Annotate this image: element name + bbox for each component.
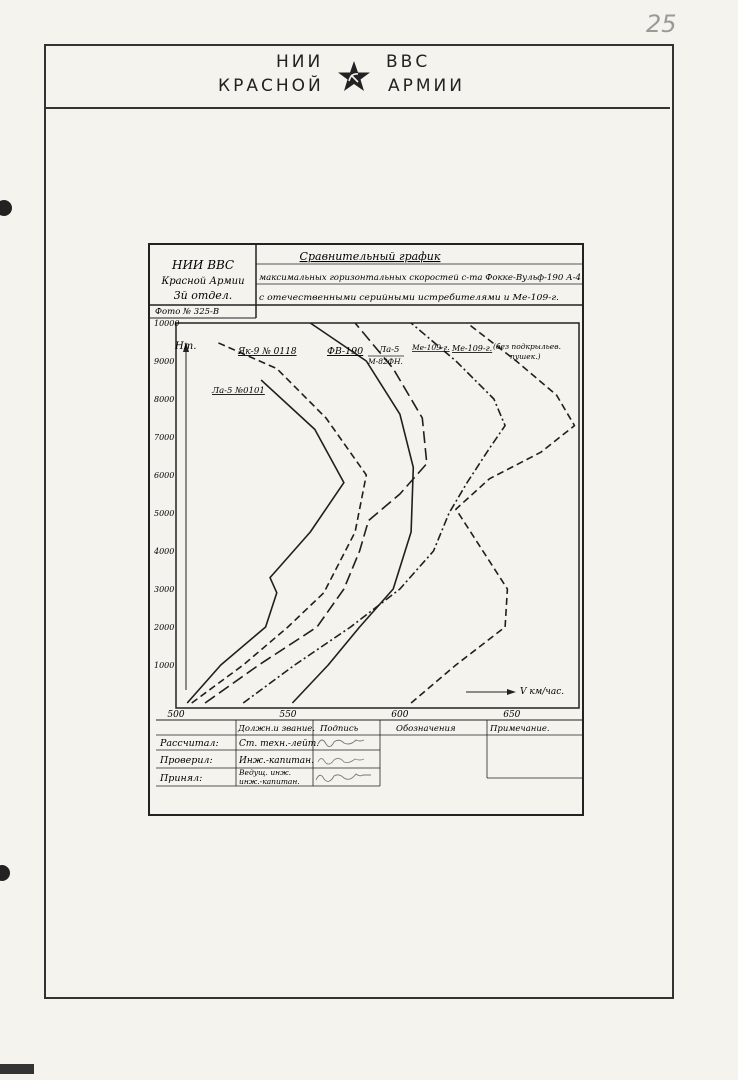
signature-3 — [316, 774, 371, 781]
header-krasnoy: КРАСНОЙ — [218, 76, 324, 96]
y-tick-label: 5000 — [154, 509, 175, 518]
stamp-line2: Красной Армии — [161, 276, 245, 287]
series-lines — [187, 323, 574, 703]
table-header-notes: Примечание. — [490, 724, 550, 734]
signature-2 — [318, 758, 364, 764]
stamp-photo-number: Фото № 325-В — [155, 307, 220, 317]
tick-labels — [153, 319, 521, 720]
header-vvs: ВВС — [386, 52, 431, 72]
y-tick-label: 4000 — [154, 547, 175, 556]
table-header-signature: Подпись — [320, 724, 359, 734]
row-accepted-rank1: Ведущ. инж. — [239, 768, 292, 777]
legend-me109-dash: Ме-109-г. — [452, 344, 493, 353]
x-axis-label: V км/час. — [520, 687, 565, 697]
x-tick-label: 550 — [279, 710, 297, 720]
y-tick-label: 9000 — [154, 357, 175, 366]
stamp-line3: 3й отдел. — [173, 289, 233, 302]
row-accepted-rank2: инж.-капитан. — [239, 777, 300, 786]
row-checked-rank: Инж.-капитан. — [239, 756, 314, 766]
legend-la5-m82-engine: М-82ФН. — [368, 357, 403, 366]
chart-subtitle-line1: максимальных горизонтальных скоростей с-та Фокке-Вульф-190 А-4 — [259, 273, 581, 283]
row-checked: Проверил: — [160, 755, 213, 766]
y-axis-label: Нт. — [175, 341, 197, 352]
series-line-1 — [187, 380, 344, 703]
y-tick-label: 1000 — [154, 661, 175, 670]
y-tick-label: 8000 — [154, 395, 175, 404]
series-line-3 — [205, 323, 427, 703]
series-line-4 — [243, 323, 505, 703]
chart-subtitle-line2: с отечественными серийными истребителями и Ме-109-г. — [259, 293, 538, 303]
x-tick-label: 650 — [503, 710, 521, 720]
header-nii: НИИ — [276, 52, 324, 72]
y-tick-label: 2000 — [154, 623, 175, 632]
y-tick-label: 6000 — [154, 471, 175, 480]
row-calculated-rank: Ст. техн.-лейт. — [239, 739, 320, 749]
legend-me109-dashdot: Ме-109-г. — [412, 343, 450, 352]
legend-la5-0101: Ла-5 №0101 — [212, 386, 265, 396]
table-header-designations: Обозначения — [396, 724, 456, 734]
archive-page-number: 25 — [646, 10, 677, 38]
x-tick-label: 600 — [391, 710, 409, 720]
header-armii: АРМИИ — [388, 76, 465, 96]
legend-la5-m82: Ла-5 — [379, 345, 400, 355]
legend-fw190: ФВ-190 — [327, 346, 364, 357]
signature-table — [156, 720, 584, 786]
series-line-5 — [411, 323, 574, 703]
chart-title: Сравнительный график — [299, 250, 441, 263]
legend-me109-note2: пушек.) — [510, 352, 541, 361]
stamp-line1: НИИ ВВС — [171, 258, 235, 272]
y-tick-label: 10000 — [154, 319, 180, 328]
row-calculated: Рассчитал: — [160, 738, 219, 749]
row-accepted: Принял: — [160, 773, 203, 784]
x-tick-label: 500 — [167, 710, 185, 720]
table-header-rank: Должн.и звание. — [238, 724, 316, 734]
legend-yak9: Як-9 № 0118 — [238, 347, 297, 357]
y-tick-label: 7000 — [154, 433, 175, 442]
series-line-2 — [292, 323, 413, 703]
y-tick-label: 3000 — [154, 585, 175, 594]
plot-frame — [176, 323, 579, 708]
legend-me109-note1: (без подкрыльев. — [493, 342, 561, 351]
signature-1 — [318, 740, 364, 747]
